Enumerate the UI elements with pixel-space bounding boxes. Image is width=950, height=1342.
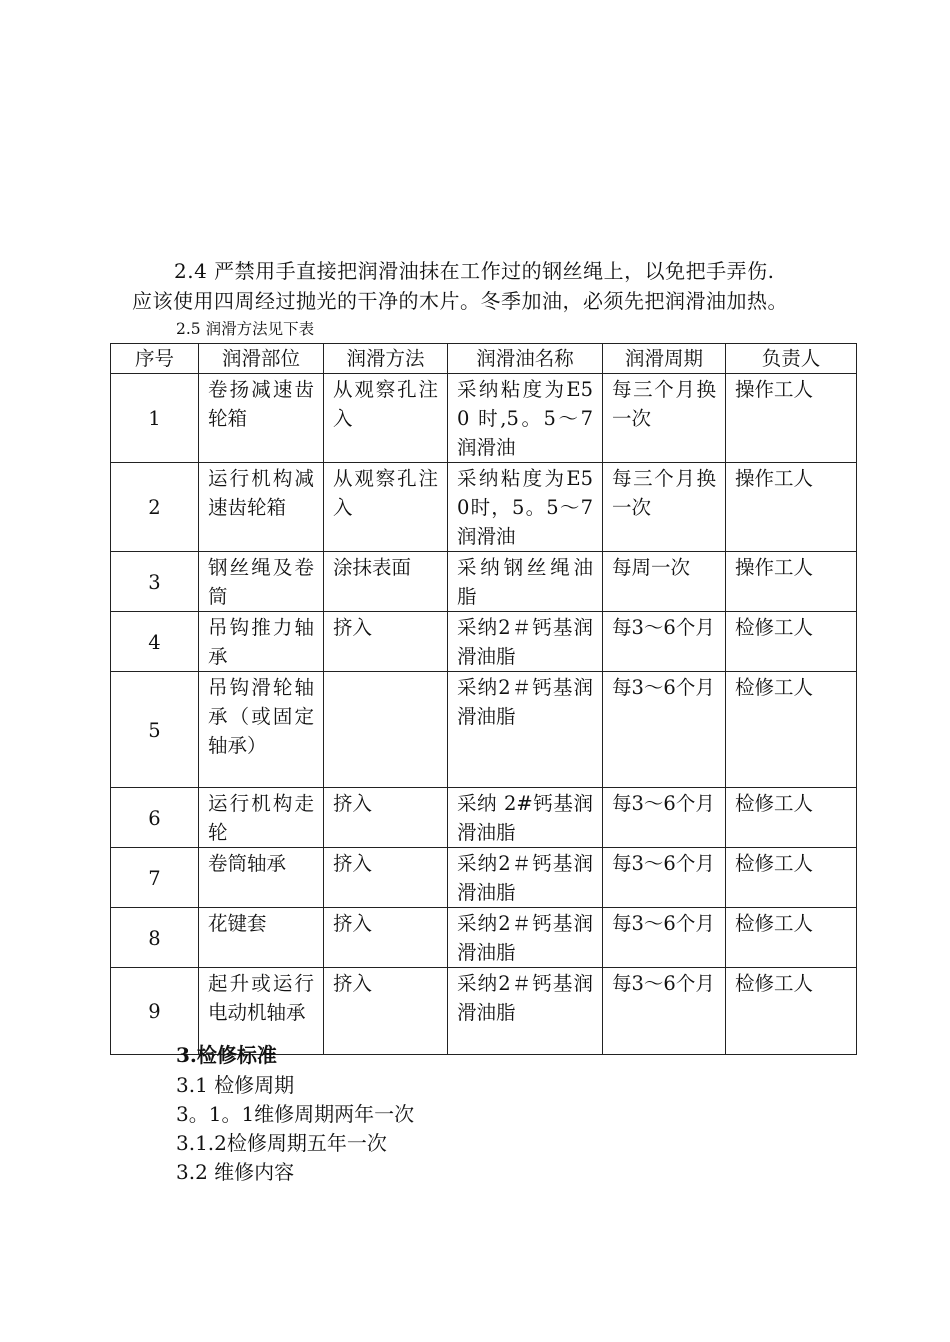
table-row xyxy=(111,788,857,848)
row-part: 卷筒轴承 xyxy=(199,848,324,908)
section-3-1: 3.1 检修周期 xyxy=(176,1073,295,1097)
table-header-row xyxy=(111,344,857,374)
row-owner: 检修工人 xyxy=(726,612,857,672)
row-oil-name: 采纳粘度为E50 时,5。5～7润滑油 xyxy=(448,374,603,463)
row-owner: 检修工人 xyxy=(726,788,857,848)
row-oil-name: 采纳2＃钙基润滑油脂 xyxy=(448,908,603,968)
row-cycle: 每三个月换一次 xyxy=(603,463,726,552)
row-index: 7 xyxy=(111,848,199,908)
row-cycle: 每3～6个月 xyxy=(603,968,726,1055)
header-index: 序号 xyxy=(111,344,199,374)
row-cycle: 每3～6个月 xyxy=(603,672,726,788)
row-owner: 检修工人 xyxy=(726,908,857,968)
row-oil-name: 采纳粘度为E50时，5。5～7润滑油 xyxy=(448,463,603,552)
section-3-1-1: 3。1。1维修周期两年一次 xyxy=(176,1102,415,1126)
row-index: 5 xyxy=(111,672,199,788)
row-method: 从观察孔注入 xyxy=(324,463,448,552)
row-part: 卷扬减速齿轮箱 xyxy=(199,374,324,463)
section-3-2: 3.2 维修内容 xyxy=(176,1160,295,1184)
row-cycle: 每3～6个月 xyxy=(603,612,726,672)
row-owner: 检修工人 xyxy=(726,968,857,1055)
row-method: 挤入 xyxy=(324,612,448,672)
intro-line-2: 应该使用四周经过抛光的干净的木片。冬季加油，必须先把润滑油加热。 xyxy=(132,289,788,313)
row-part: 钢丝绳及卷筒 xyxy=(199,552,324,612)
row-oil-name: 采纳2＃钙基润滑油脂 xyxy=(448,848,603,908)
row-part: 起升或运行电动机轴承 xyxy=(199,968,324,1055)
row-oil-name: 采纳2＃钙基润滑油脂 xyxy=(448,672,603,788)
header-cycle: 润滑周期 xyxy=(603,344,726,374)
row-method: 挤入 xyxy=(324,788,448,848)
row-index: 2 xyxy=(111,463,199,552)
row-index: 6 xyxy=(111,788,199,848)
row-method: 挤入 xyxy=(324,908,448,968)
row-cycle: 每3～6个月 xyxy=(603,848,726,908)
row-oil-name: 采纳2＃钙基润滑油脂 xyxy=(448,968,603,1055)
row-cycle: 每周一次 xyxy=(603,552,726,612)
row-cycle: 每三个月换一次 xyxy=(603,374,726,463)
table-row xyxy=(111,672,857,788)
row-method: 挤入 xyxy=(324,848,448,908)
intro-line-1: 2.4 严禁用手直接把润滑油抹在工作过的钢丝绳上，以免把手弄伤. xyxy=(174,259,775,283)
row-part: 花键套 xyxy=(199,908,324,968)
row-owner: 检修工人 xyxy=(726,848,857,908)
row-part: 吊钩推力轴承 xyxy=(199,612,324,672)
row-index: 3 xyxy=(111,552,199,612)
row-owner: 检修工人 xyxy=(726,672,857,788)
row-method: 从观察孔注入 xyxy=(324,374,448,463)
table-row xyxy=(111,908,857,968)
table-row xyxy=(111,463,857,552)
table-row xyxy=(111,848,857,908)
row-index: 8 xyxy=(111,908,199,968)
row-method: 挤入 xyxy=(324,968,448,1055)
row-cycle: 每3～6个月 xyxy=(603,908,726,968)
row-part: 运行机构走轮 xyxy=(199,788,324,848)
row-oil-name: 采纳钢丝绳油脂 xyxy=(448,552,603,612)
lubrication-table xyxy=(110,343,857,1055)
row-method: 涂抹表面 xyxy=(324,552,448,612)
row-part: 运行机构减速齿轮箱 xyxy=(199,463,324,552)
row-index: 1 xyxy=(111,374,199,463)
row-oil-name: 采纳2＃钙基润滑油脂 xyxy=(448,612,603,672)
section-3-heading: 3.检修标准 xyxy=(176,1043,277,1067)
header-oil-name: 润滑油名称 xyxy=(448,344,603,374)
row-index: 9 xyxy=(111,968,199,1055)
row-cycle: 每3～6个月 xyxy=(603,788,726,848)
row-oil-name: 采纳 2#钙基润滑油脂 xyxy=(448,788,603,848)
row-method xyxy=(324,672,448,788)
table-row xyxy=(111,612,857,672)
header-owner: 负责人 xyxy=(726,344,857,374)
table-caption: 2.5 润滑方法见下表 xyxy=(176,320,315,338)
row-owner: 操作工人 xyxy=(726,552,857,612)
row-owner: 操作工人 xyxy=(726,374,857,463)
table-row xyxy=(111,374,857,463)
intro-paragraph xyxy=(132,256,862,316)
header-method: 润滑方法 xyxy=(324,344,448,374)
section-3-1-2: 3.1.2检修周期五年一次 xyxy=(176,1131,387,1155)
row-index: 4 xyxy=(111,612,199,672)
table-row xyxy=(111,552,857,612)
row-owner: 操作工人 xyxy=(726,463,857,552)
row-part: 吊钩滑轮轴承（或固定轴承） xyxy=(199,672,324,788)
header-part: 润滑部位 xyxy=(199,344,324,374)
